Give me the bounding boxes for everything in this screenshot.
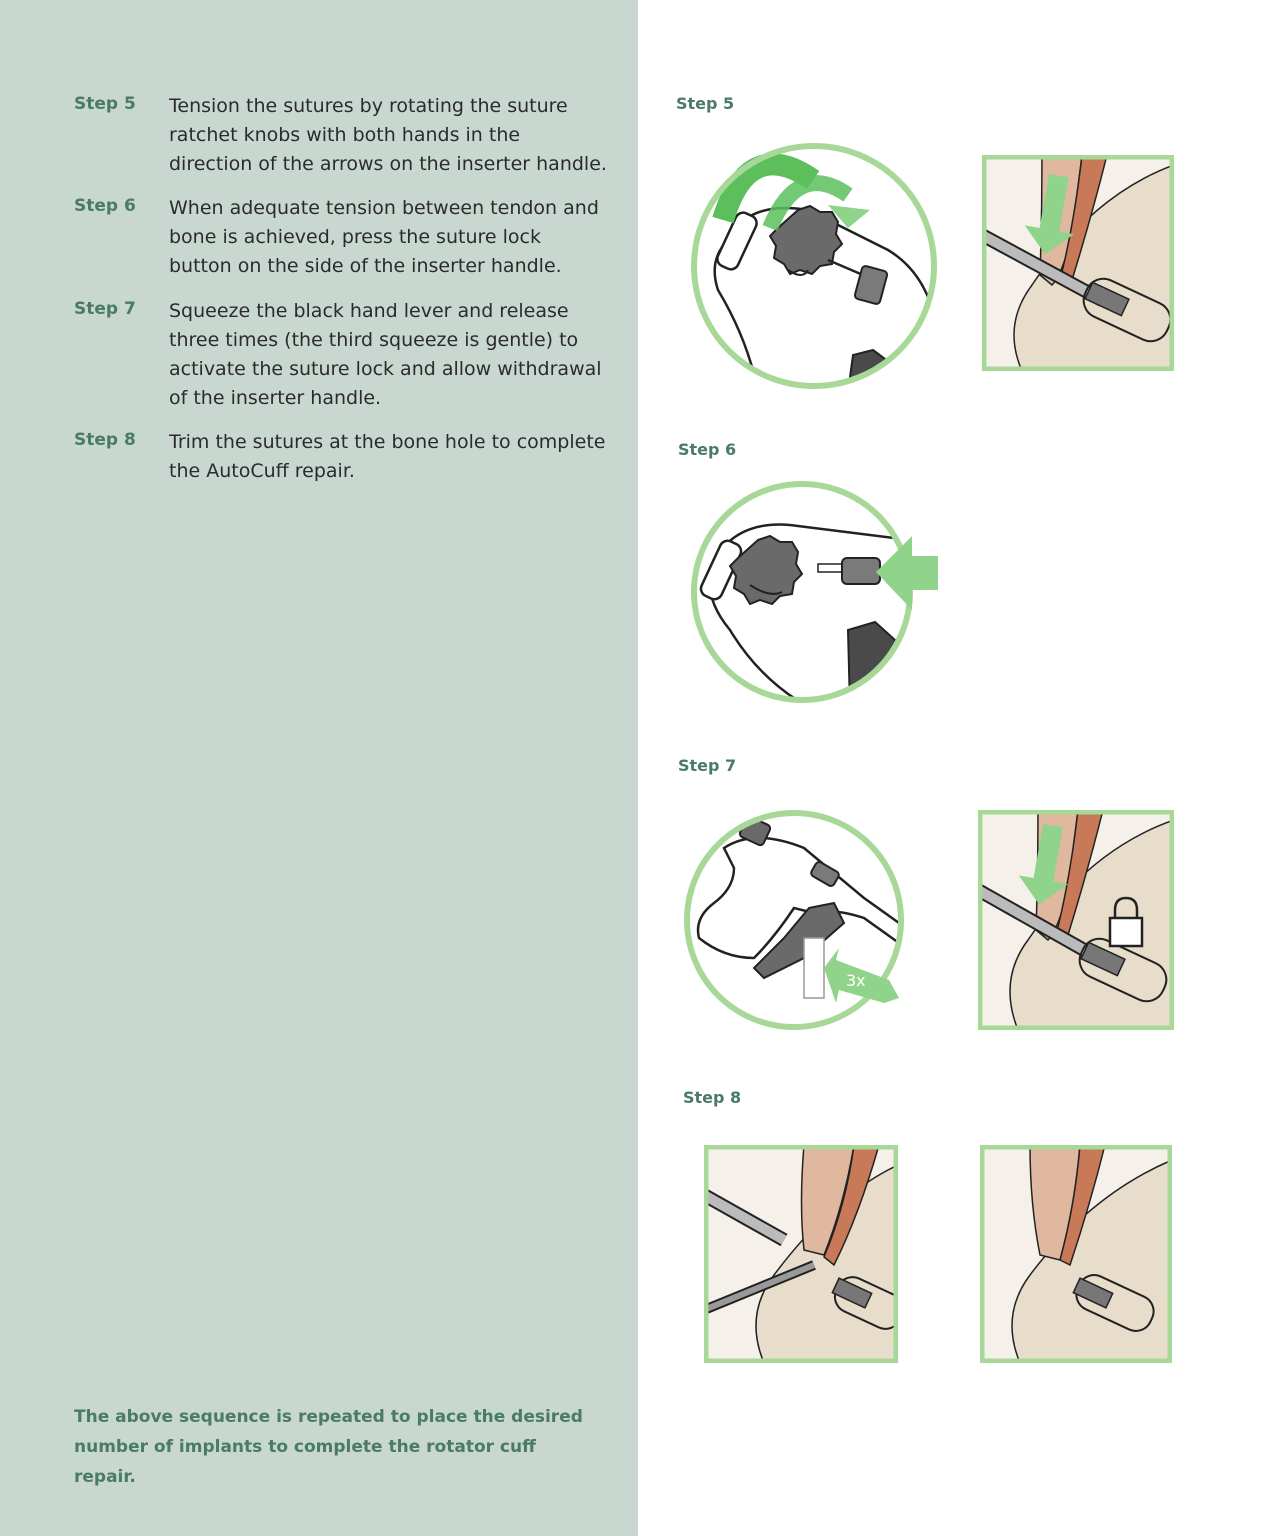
suture-lock-button [842,558,880,584]
step-text: Trim the sutures at the bone hole to complete the AutoCuff repair. [169,431,606,482]
step-label: Step 6 [74,196,136,216]
hand-lever [848,622,895,708]
step-7-anchor-illustration [978,810,1174,1030]
figure-label-step-6: Step 6 [678,440,737,459]
step-label: Step 5 [74,94,136,114]
figure-label-step-5: Step 5 [676,94,735,113]
squeeze-count-label: 3x [846,971,866,990]
step-text: Tension the sutures by rotating the suture ratchet knobs with both hands in the direction of the arrows on the inserter handle. [169,95,607,175]
step-text: When adequate tension between tendon and bone is achieved, press the suture lock button on the side of the inserter handle. [169,197,599,277]
step-label: Step 8 [74,430,136,450]
step-8-trim-illustration [704,1145,898,1363]
step-6-handle-illustration [690,480,940,708]
step-label: Step 7 [74,299,136,319]
step-8-complete-illustration [980,1145,1172,1363]
step-5-anchor-illustration [982,155,1174,371]
step-7-handle-illustration [684,808,906,1034]
figure-label-step-8: Step 8 [683,1088,742,1107]
step-5-handle-illustration [688,140,940,392]
footer-note: The above sequence is repeated to place the desired number of implants to complete the rotator cuff repair. [74,1407,583,1487]
figure-label-step-7: Step 7 [678,756,737,775]
step-text: Squeeze the black hand lever and release three times (the third squeeze is gentle) to activate the suture lock and allow withdrawal of the inserter handle. [169,300,602,409]
